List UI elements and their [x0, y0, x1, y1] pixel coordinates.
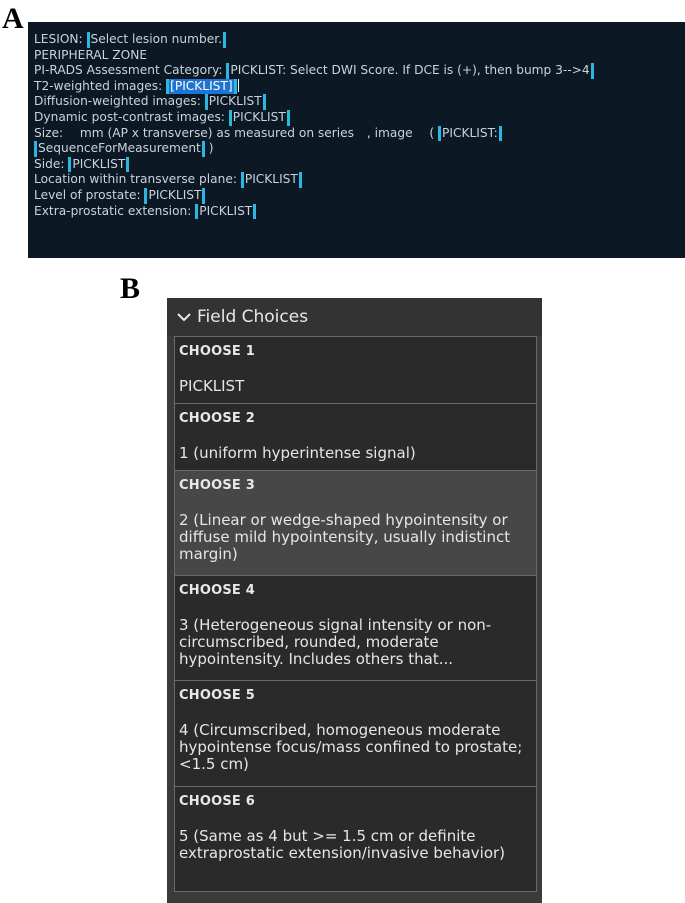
choice-title: CHOOSE 6 — [179, 794, 255, 809]
choice-title: CHOOSE 2 — [179, 411, 255, 426]
location-field[interactable]: PICKLIST — [241, 172, 302, 188]
size-units-text: mm (AP x transverse) as measured on series — [76, 125, 358, 140]
field-choices-title: Field Choices — [197, 307, 309, 327]
paren-close: ) — [204, 141, 214, 156]
choice-text: PICKLIST — [179, 377, 245, 395]
choice-text: 2 (Linear or wedge-shaped hypointensity or diffuse mild hypointensity, usually indistinct margin) — [179, 511, 511, 563]
line-location — [34, 172, 685, 188]
choice-text: 4 (Circumscribed, homogeneous moderate hypointense focus/mass confined to prostate; <1.5 cm) — [179, 721, 523, 773]
line-size — [34, 126, 685, 142]
dwi-field[interactable]: PICKLIST — [205, 94, 266, 110]
line-t2 — [34, 79, 685, 95]
field-choices-header[interactable] — [167, 298, 542, 336]
choice-item-5[interactable] — [175, 681, 536, 787]
choice-list — [174, 336, 537, 892]
choice-text: 5 (Same as 4 but >= 1.5 cm or definite extraprostatic extension/invasive behavior) — [179, 827, 506, 862]
size-label: Size: — [34, 125, 67, 140]
side-field[interactable]: PICKLIST — [68, 157, 129, 173]
choice-text: 1 (uniform hyperintense signal) — [179, 444, 416, 462]
sequence-picklist-field[interactable]: PICKLIST: — [438, 126, 502, 142]
line-dwi — [34, 94, 685, 110]
field-choices-panel — [167, 298, 542, 903]
choice-item-2[interactable] — [175, 404, 536, 471]
line-pirads — [34, 63, 685, 79]
side-label: Side: — [34, 156, 69, 171]
line-epe — [34, 204, 685, 220]
choice-title: CHOOSE 5 — [179, 688, 255, 703]
epe-field[interactable]: PICKLIST — [195, 204, 256, 220]
choice-item-6[interactable] — [175, 787, 536, 892]
line-zone: PERIPHERAL ZONE — [34, 47, 148, 62]
choice-title: CHOOSE 1 — [179, 344, 255, 359]
pirads-category-field[interactable]: PICKLIST: Select DWI Score. If DCE is (+), then bump 3-->4 — [226, 63, 593, 79]
pirads-label: PI-RADS Assessment Category: — [34, 63, 227, 78]
sequence-measurement-field[interactable]: SequenceForMeasurement — [34, 141, 205, 157]
report-template-editor[interactable] — [28, 22, 685, 258]
location-label: Location within transverse plane: — [34, 172, 241, 187]
choice-title: CHOOSE 4 — [179, 583, 255, 598]
choice-item-4[interactable] — [175, 576, 536, 681]
lesion-number-field[interactable]: Select lesion number. — [87, 32, 226, 48]
image-label: , image — [366, 125, 417, 140]
line-level — [34, 188, 685, 204]
choice-item-3[interactable] — [175, 471, 536, 576]
choice-text: 3 (Heterogeneous signal intensity or non-circumscribed, rounded, moderate hypointensity. Includes others that... — [179, 616, 492, 668]
line-size-cont — [34, 141, 685, 157]
dce-label: Dynamic post-contrast images: — [34, 109, 229, 124]
choice-title: CHOOSE 3 — [179, 478, 255, 493]
figure-label-b: B — [120, 272, 141, 305]
t2-weighted-field-selected[interactable]: [PICKLIST] — [166, 79, 237, 95]
dwi-label: Diffusion-weighted images: — [34, 94, 205, 109]
choice-item-1[interactable] — [175, 337, 536, 404]
t2-label: T2-weighted images: — [34, 78, 167, 93]
figure-label-a: A — [2, 2, 24, 35]
line-side — [34, 157, 685, 173]
lesion-label: LESION: — [34, 32, 87, 46]
epe-label: Extra-prostatic extension: — [34, 203, 196, 218]
line-dce — [34, 110, 685, 126]
dce-field[interactable]: PICKLIST — [229, 110, 290, 126]
paren-open: ( — [425, 125, 439, 140]
text-cursor — [238, 79, 239, 92]
line-lesion — [34, 32, 685, 48]
level-label: Level of prostate: — [34, 187, 145, 202]
chevron-down-icon — [177, 312, 191, 322]
level-field[interactable]: PICKLIST — [144, 188, 205, 204]
